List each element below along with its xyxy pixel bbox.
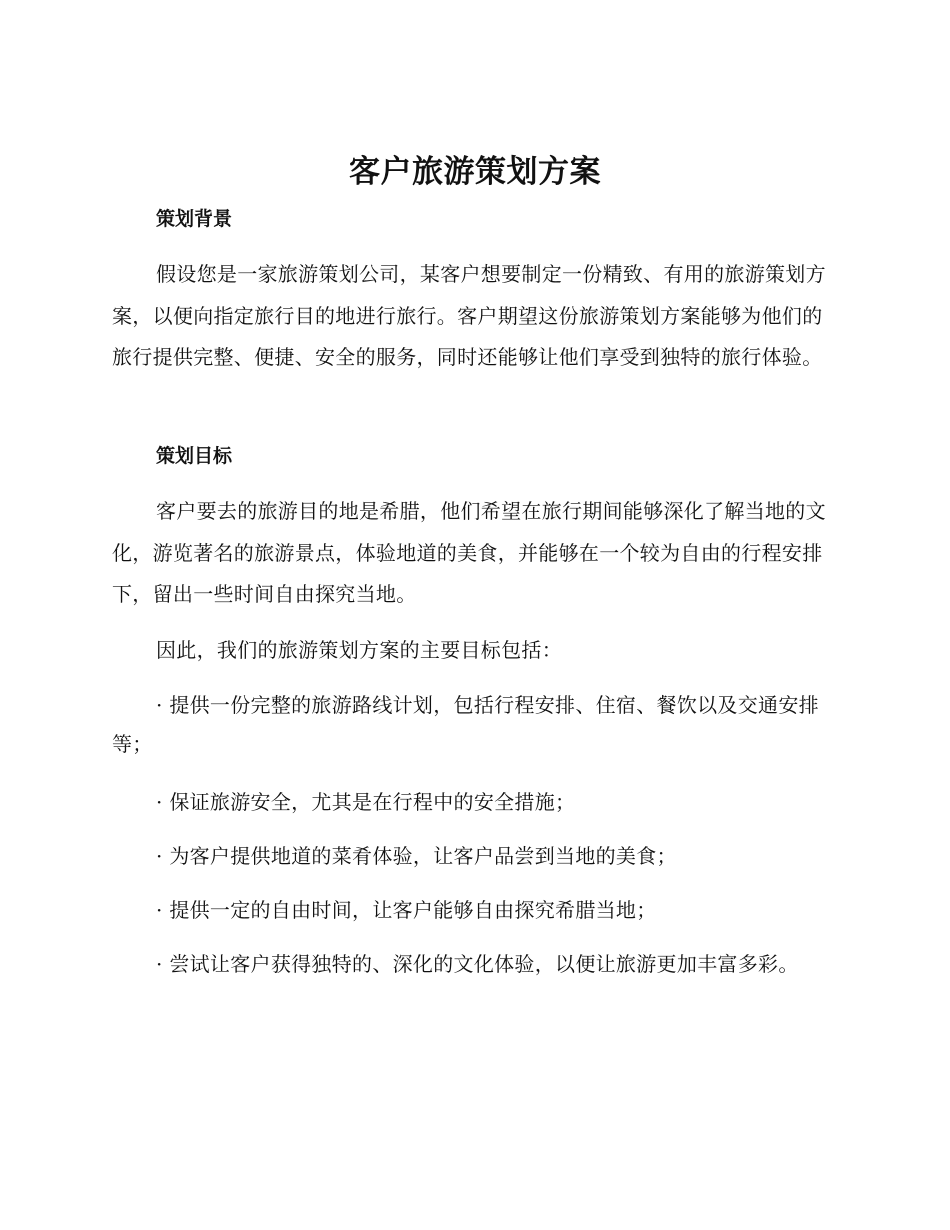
goals-intro-paragraph: 因此，我们的旅游策划方案的主要目标包括： xyxy=(156,638,562,662)
goal-bullet-item: · 提供一定的自由时间，让客户能够自由探究希腊当地； xyxy=(156,898,657,922)
document-title: 客户旅游策划方案 xyxy=(349,154,601,190)
goal-bullet-item: · 提供一份完整的旅游路线计划，包括行程安排、住宿、餐饮以及交通安排等； xyxy=(112,693,819,756)
goal-bullet-item: · 保证旅游安全，尤其是在行程中的安全措施； xyxy=(156,790,576,814)
section-heading-goals: 策划目标 xyxy=(156,445,233,467)
goals-paragraph: 客户要去的旅游目的地是希腊，他们希望在旅行期间能够深化了解当地的文化，游览著名的旅游景点，体验地道的美食，并能够在一个较为自由的行程安排下，留出一些时间自由探究当地。 xyxy=(112,499,826,606)
background-paragraph: 假设您是一家旅游策划公司，某客户想要制定一份精致、有用的旅游策划方案，以便向指定旅行目的地进行旅行。客户期望这份旅游策划方案能够为他们的旅行提供完整、便捷、安全的服务，同时还能够让他们享受到独特的旅行体验。 xyxy=(112,262,826,369)
section-heading-background: 策划背景 xyxy=(156,208,233,230)
goal-bullet-item: · 为客户提供地道的菜肴体验，让客户品尝到当地的美食； xyxy=(156,844,677,868)
goal-bullet-item: · 尝试让客户获得独特的、深化的文化体验，以便让旅游更加丰富多彩。 xyxy=(156,952,799,976)
